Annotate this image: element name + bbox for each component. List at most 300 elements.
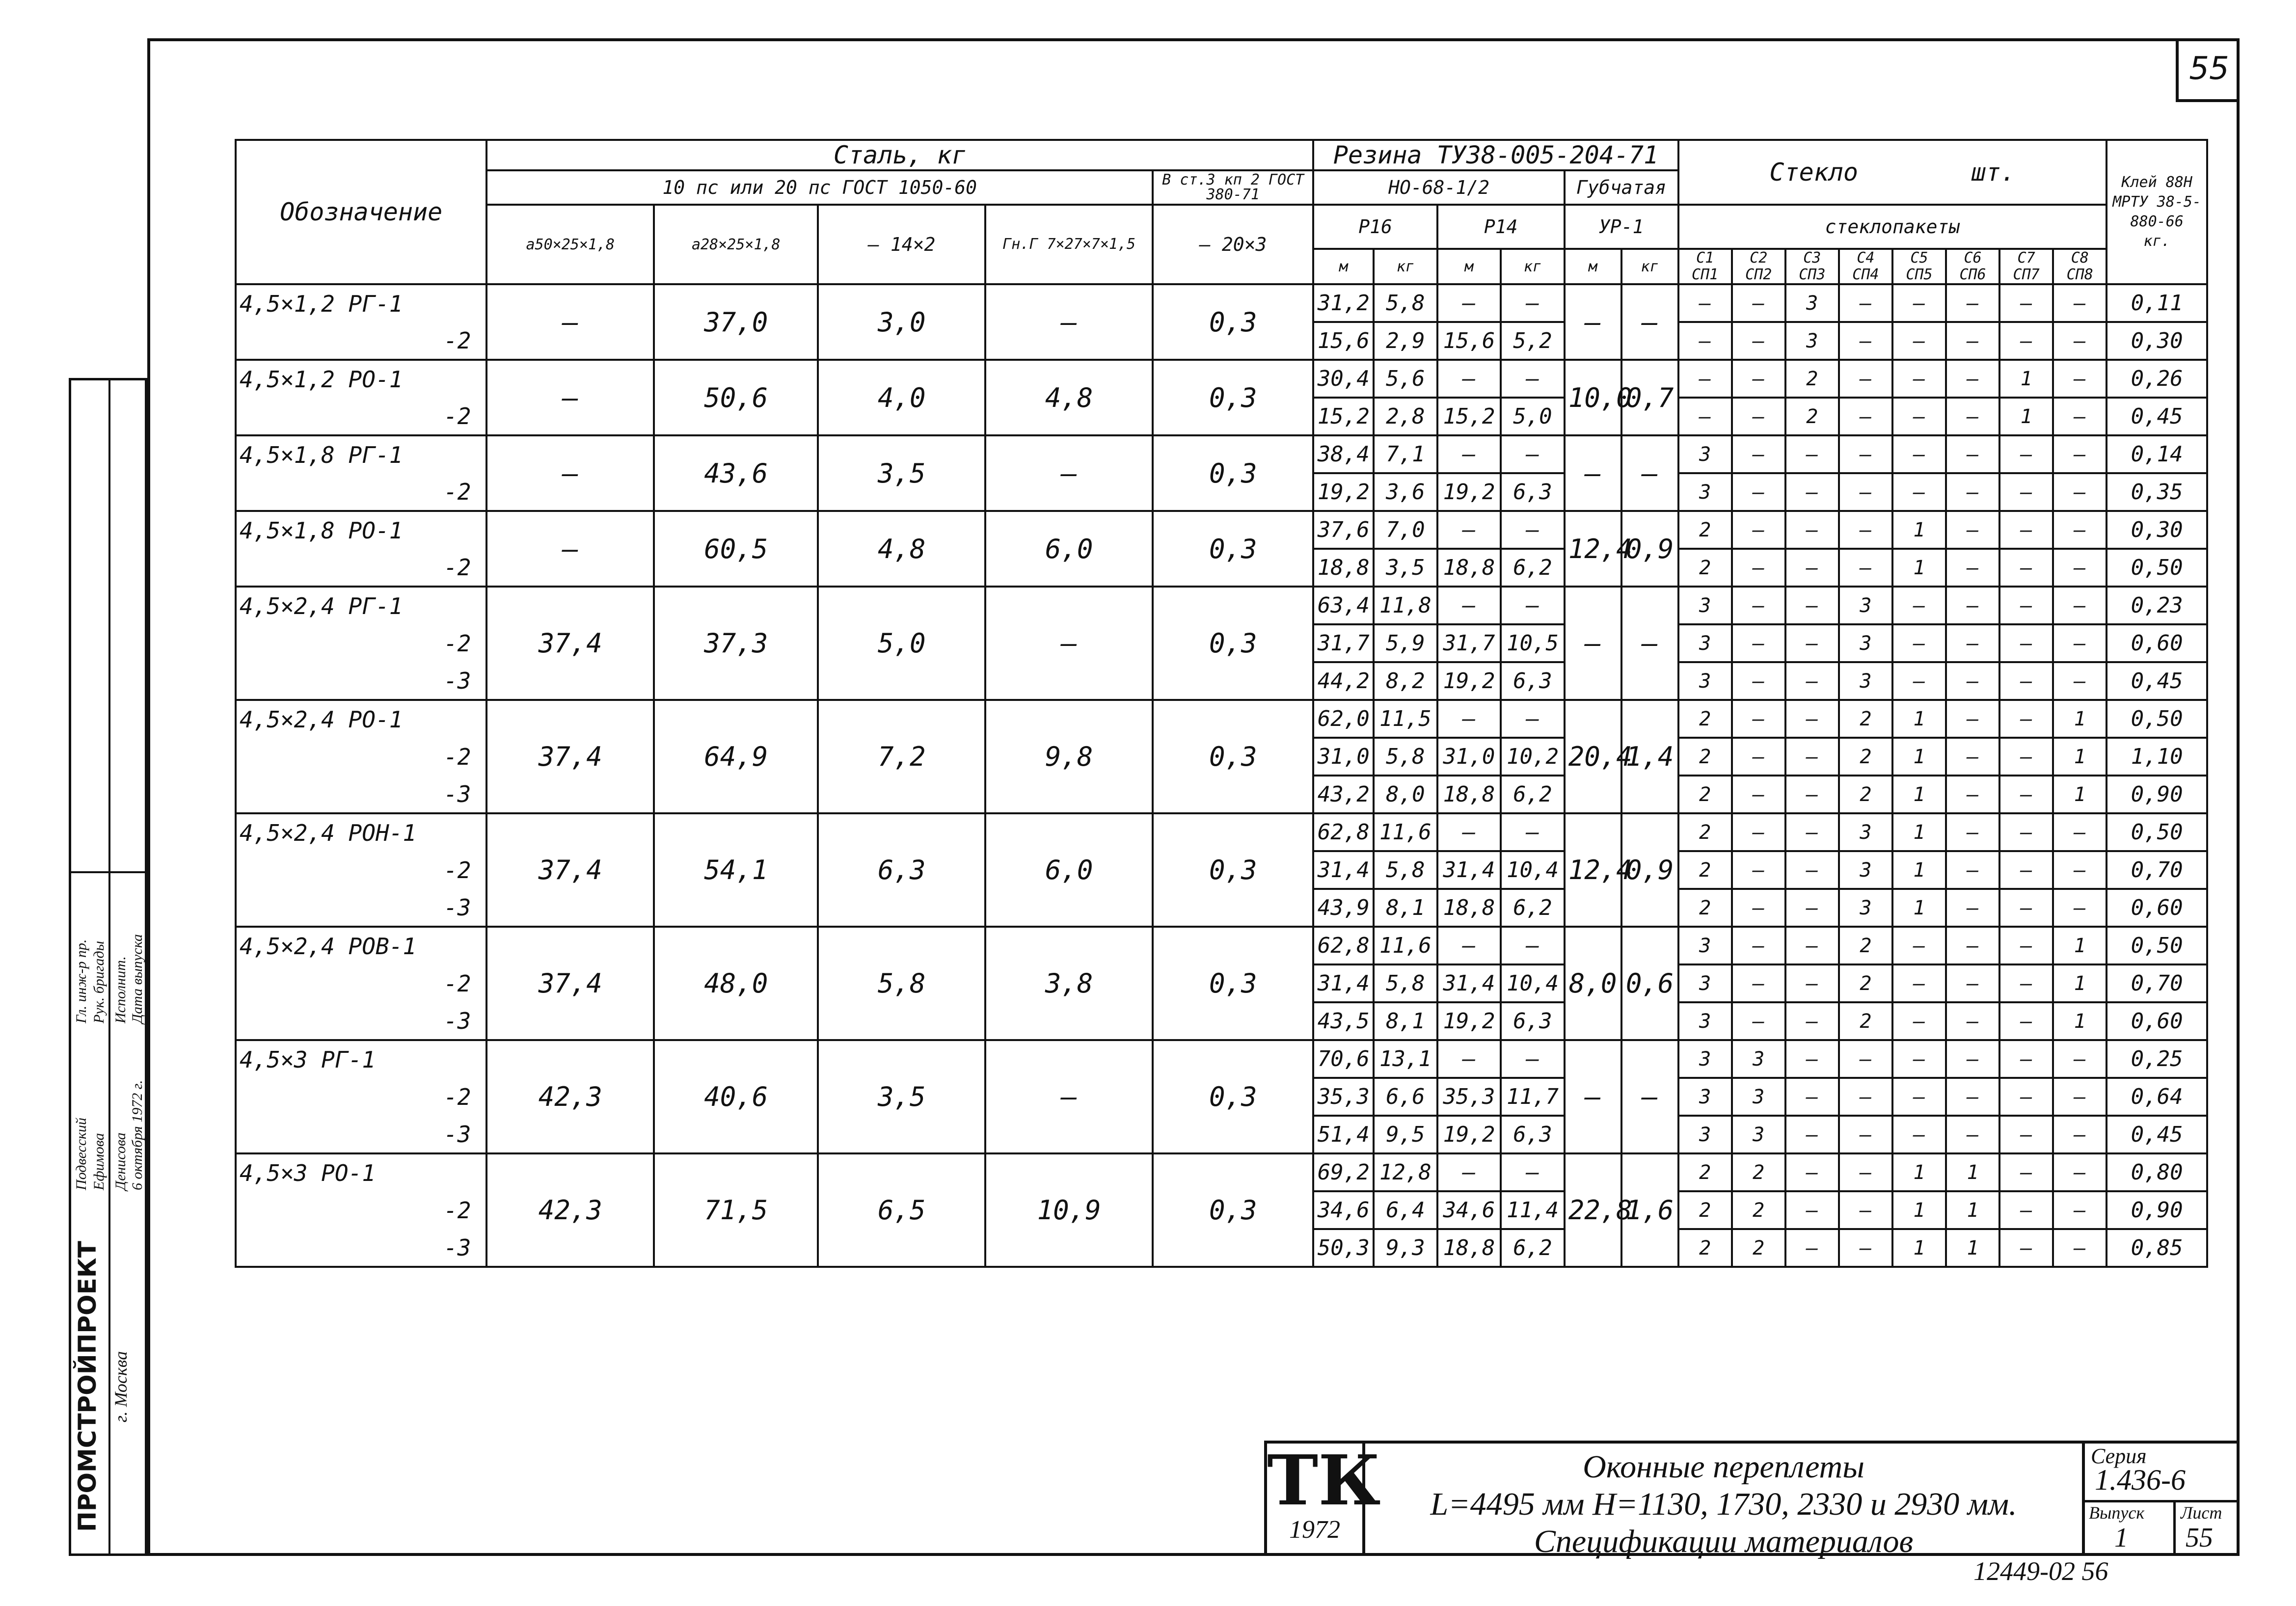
glass-qty-cell: — <box>1732 473 1785 511</box>
rubber-p14-kg-cell: 6,2 <box>1501 776 1565 813</box>
glass-qty-cell: — <box>1678 398 1732 435</box>
glass-qty-cell: — <box>1946 738 1999 776</box>
rubber-p16-kg-cell: 2,8 <box>1374 398 1437 435</box>
glass-qty-cell: — <box>1946 511 1999 549</box>
designation-cell: -3 <box>236 1002 486 1040</box>
steel-s5-cell: 0,3 <box>1153 1153 1313 1267</box>
glass-qty-cell: 1 <box>1892 549 1946 587</box>
glue-cell: 0,70 <box>2107 964 2207 1002</box>
glass-qty-cell: — <box>1839 398 1892 435</box>
glass-qty-cell: 3 <box>1839 889 1892 927</box>
rubber-p14-m-cell: 15,2 <box>1437 398 1501 435</box>
glass-qty-cell: — <box>1732 738 1785 776</box>
rubber-p14-kg-cell: — <box>1501 813 1565 851</box>
glass-col-3 <box>1785 249 1839 284</box>
glass-qty-cell: — <box>1999 889 2053 927</box>
glass-col-code2: СП5 <box>1906 266 1933 283</box>
rubber-p14-m-cell: — <box>1437 700 1501 738</box>
glass-qty-cell: 3 <box>1678 587 1732 624</box>
designation-cell: 4,5×3 РГ-1 <box>236 1040 486 1078</box>
glass-qty-cell: 2 <box>1839 964 1892 1002</box>
glass-qty-cell: 2 <box>1678 851 1732 889</box>
glass-qty-cell: — <box>1732 322 1785 360</box>
sheet-label: Лист <box>2181 1503 2222 1523</box>
steel-s2-cell: 37,3 <box>654 587 818 700</box>
glass-qty-cell: — <box>1892 1040 1946 1078</box>
designation-cell: -2 <box>236 964 486 1002</box>
stamp-role-1: Гл. инж-р пр. <box>73 939 89 1023</box>
rubber-p14-m-cell: — <box>1437 813 1501 851</box>
sponge-kg-cell: 0,7 <box>1621 360 1678 435</box>
rubber-p16-kg-cell: 6,6 <box>1374 1078 1437 1116</box>
glass-qty-cell: 2 <box>1678 776 1732 813</box>
glass-qty-cell: — <box>1946 662 1999 700</box>
sponge-m-cell: 20,4 <box>1565 700 1621 813</box>
glass-col-code2: СП4 <box>1852 266 1879 283</box>
glue-cell: 0,50 <box>2107 700 2207 738</box>
rubber-p16-kg-cell: 5,6 <box>1374 360 1437 398</box>
glass-qty-cell: — <box>1785 587 1839 624</box>
sponge-kg-cell: 0,6 <box>1621 927 1678 1040</box>
glass-qty-cell: 2 <box>1678 1153 1732 1191</box>
glass-qty-cell: — <box>2053 1040 2107 1078</box>
glass-qty-cell: — <box>2053 435 2107 473</box>
glass-qty-cell: — <box>1839 284 1892 322</box>
glass-qty-cell: 2 <box>1839 738 1892 776</box>
glass-qty-cell: 1 <box>1892 1229 1946 1267</box>
steel-s1-cell: — <box>486 511 654 587</box>
rubber-p14-m-cell: — <box>1437 360 1501 398</box>
glue-cell: 0,60 <box>2107 889 2207 927</box>
header-steel-gost2: В ст.3 кп 2 ГОСТ 380-71 <box>1153 170 1313 205</box>
glass-qty-cell: 1 <box>1892 738 1946 776</box>
glass-qty-cell: 3 <box>1678 435 1732 473</box>
sponge-kg-cell: — <box>1621 284 1678 360</box>
glue-cell: 0,35 <box>2107 473 2207 511</box>
glass-qty-cell: 3 <box>1678 662 1732 700</box>
rubber-p16-m-cell: 62,8 <box>1313 813 1374 851</box>
header-steel-gost: 10 пс или 20 пс ГОСТ 1050-60 <box>486 170 1153 205</box>
glass-qty-cell: — <box>1839 473 1892 511</box>
rubber-p14-m-cell: — <box>1437 587 1501 624</box>
glass-col-6 <box>1946 249 1999 284</box>
glue-cell: 0,70 <box>2107 851 2207 889</box>
steel-s3-cell: 5,8 <box>818 927 985 1040</box>
glass-qty-cell: — <box>1946 813 1999 851</box>
glass-qty-cell: — <box>1892 435 1946 473</box>
steel-s4-cell: 9,8 <box>985 700 1153 813</box>
glass-qty-cell: — <box>2053 398 2107 435</box>
header-rubber-p14: Р14 <box>1437 205 1565 249</box>
glass-qty-cell: — <box>1999 473 2053 511</box>
glass-qty-cell: — <box>1892 624 1946 662</box>
rubber-p16-m-cell: 31,4 <box>1313 964 1374 1002</box>
sponge-kg-cell: 0,9 <box>1621 813 1678 927</box>
glass-qty-cell: — <box>1892 398 1946 435</box>
designation-cell: -3 <box>236 1116 486 1153</box>
glass-qty-cell: 1 <box>2053 776 2107 813</box>
glue-cell: 0,11 <box>2107 284 2207 322</box>
steel-s3-cell: 5,0 <box>818 587 985 700</box>
glass-qty-cell: — <box>1839 511 1892 549</box>
rubber-p16-kg-cell: 2,9 <box>1374 322 1437 360</box>
glass-qty-cell: — <box>2053 1078 2107 1116</box>
rubber-p14-kg-cell: 5,2 <box>1501 322 1565 360</box>
rubber-p16-kg-cell: 7,0 <box>1374 511 1437 549</box>
glass-qty-cell: — <box>1785 927 1839 964</box>
table-row <box>236 360 2207 398</box>
header-glass <box>1678 140 2107 205</box>
table-row <box>236 284 2207 322</box>
sheet-number: 55 <box>2189 51 2229 87</box>
glass-qty-cell: — <box>2053 549 2107 587</box>
rubber-p16-kg-cell: 5,8 <box>1374 964 1437 1002</box>
steel-s3-cell: 3,5 <box>818 1040 985 1153</box>
glass-qty-cell: 3 <box>1839 851 1892 889</box>
rubber-p14-m-cell: 19,2 <box>1437 662 1501 700</box>
glass-qty-cell: 1 <box>1892 511 1946 549</box>
rubber-p16-m-cell: 31,0 <box>1313 738 1374 776</box>
glass-qty-cell: — <box>1839 322 1892 360</box>
rubber-p16-kg-cell: 11,5 <box>1374 700 1437 738</box>
glass-qty-cell: — <box>2053 1116 2107 1153</box>
glass-qty-cell: 1 <box>1946 1229 1999 1267</box>
rubber-p14-m-cell: — <box>1437 1040 1501 1078</box>
glass-qty-cell: — <box>1946 624 1999 662</box>
rubber-p14-m-cell: 18,8 <box>1437 549 1501 587</box>
rubber-p14-m-cell: 31,0 <box>1437 738 1501 776</box>
glass-qty-cell: — <box>1732 776 1785 813</box>
series-value: 1.436-6 <box>2095 1464 2186 1496</box>
glue-unit: кг. <box>2143 233 2170 250</box>
glass-qty-cell: 3 <box>1839 662 1892 700</box>
glass-col-8 <box>2053 249 2107 284</box>
glass-qty-cell: — <box>1999 284 2053 322</box>
sponge-m-cell: 22,8 <box>1565 1153 1621 1267</box>
steel-s1-cell: 37,4 <box>486 700 654 813</box>
glue-cell: 0,60 <box>2107 624 2207 662</box>
steel-s5-cell: 0,3 <box>1153 360 1313 435</box>
rubber-p14-m-cell: 18,8 <box>1437 1229 1501 1267</box>
footer-code: 12449-02 56 <box>1973 1556 2108 1586</box>
glass-qty-cell: 1 <box>2053 700 2107 738</box>
glass-qty-cell: 3 <box>1678 1002 1732 1040</box>
glue-cell: 1,10 <box>2107 738 2207 776</box>
header-rubber-p16: Р16 <box>1313 205 1437 249</box>
glass-qty-cell: — <box>1732 398 1785 435</box>
rubber-p16-m-cell: 18,8 <box>1313 549 1374 587</box>
steel-s1-cell: — <box>486 360 654 435</box>
glass-col-code: С5 <box>1910 249 1928 267</box>
glass-qty-cell: — <box>1999 927 2053 964</box>
issue-label: Выпуск <box>2089 1503 2145 1523</box>
glass-qty-cell: 1 <box>1999 398 2053 435</box>
rubber-p16-m-cell: 50,3 <box>1313 1229 1374 1267</box>
glass-qty-cell: — <box>1839 1229 1892 1267</box>
table-row <box>236 1040 2207 1078</box>
glass-qty-cell: — <box>1946 776 1999 813</box>
glass-qty-cell: — <box>1999 322 2053 360</box>
title-line-3: Спецификации материалов <box>1534 1524 1914 1559</box>
title-line-1: Оконные переплеты <box>1583 1449 1864 1485</box>
glass-qty-cell: — <box>2053 1191 2107 1229</box>
glass-qty-cell: — <box>1785 662 1839 700</box>
rubber-p14-kg-cell: — <box>1501 587 1565 624</box>
glass-qty-cell: 3 <box>1732 1040 1785 1078</box>
glass-qty-cell: — <box>1785 851 1839 889</box>
header-steel-c5: – 20×3 <box>1153 205 1313 284</box>
rubber-p16-m-cell: 43,9 <box>1313 889 1374 927</box>
glass-qty-cell: 2 <box>1839 776 1892 813</box>
glass-qty-cell: 2 <box>1732 1153 1785 1191</box>
sponge-m-cell: — <box>1565 435 1621 511</box>
designation-cell: -2 <box>236 624 486 662</box>
steel-s5-cell: 0,3 <box>1153 511 1313 587</box>
steel-s1-cell: 42,3 <box>486 1153 654 1267</box>
glass-qty-cell: — <box>1946 284 1999 322</box>
rubber-p16-m-cell: 15,6 <box>1313 322 1374 360</box>
rubber-p14-kg-cell: — <box>1501 284 1565 322</box>
glass-qty-cell: — <box>2053 1229 2107 1267</box>
rubber-p16-m-cell: 70,6 <box>1313 1040 1374 1078</box>
glass-qty-cell: — <box>1946 700 1999 738</box>
designation-cell: 4,5×1,2 РГ-1 <box>236 284 486 322</box>
glass-qty-cell: 2 <box>1678 1191 1732 1229</box>
header-steel-c3: – 14×2 <box>818 205 985 284</box>
steel-s1-cell: 42,3 <box>486 1040 654 1153</box>
rubber-p16-kg-cell: 11,6 <box>1374 927 1437 964</box>
glue-cell: 0,90 <box>2107 776 2207 813</box>
sponge-kg-cell: — <box>1621 435 1678 511</box>
glass-qty-cell: — <box>1946 1002 1999 1040</box>
glass-qty-cell: 2 <box>1678 511 1732 549</box>
glass-qty-cell: — <box>1678 360 1732 398</box>
glass-col-1 <box>1678 249 1732 284</box>
glass-col-code2: СП3 <box>1799 266 1826 283</box>
rubber-p14-kg-cell: 6,3 <box>1501 1116 1565 1153</box>
rubber-p16-m-cell: 31,4 <box>1313 851 1374 889</box>
designation-cell: 4,5×1,8 РО-1 <box>236 511 486 549</box>
rubber-p16-m-cell: 44,2 <box>1313 662 1374 700</box>
rubber-p14-m-cell: 35,3 <box>1437 1078 1501 1116</box>
glass-qty-cell: — <box>1999 587 2053 624</box>
rubber-p14-m-cell: 18,8 <box>1437 889 1501 927</box>
glass-qty-cell: 2 <box>1678 889 1732 927</box>
table-row <box>236 511 2207 549</box>
glass-qty-cell: 1 <box>1892 813 1946 851</box>
header-rubber: Резина ТУ38-005-204-71 <box>1313 140 1678 170</box>
sponge-kg-cell: 0,9 <box>1621 511 1678 587</box>
glass-qty-cell: — <box>1946 473 1999 511</box>
rubber-p16-m-cell: 34,6 <box>1313 1191 1374 1229</box>
glass-qty-cell: 1 <box>2053 1002 2107 1040</box>
glass-qty-cell: — <box>1732 813 1785 851</box>
glass-col-code2: СП1 <box>1692 266 1719 283</box>
glass-qty-cell: — <box>1839 1040 1892 1078</box>
rubber-p16-kg-cell: 9,5 <box>1374 1116 1437 1153</box>
unit-kg-p14: кг <box>1501 249 1565 284</box>
glass-col-code: С1 <box>1696 249 1714 267</box>
glass-qty-cell: — <box>2053 322 2107 360</box>
glass-qty-cell: — <box>1999 1040 2053 1078</box>
glue-cell: 0,23 <box>2107 587 2207 624</box>
glass-qty-cell: 2 <box>1785 398 1839 435</box>
header-steel: Сталь, кг <box>486 140 1313 170</box>
glass-col-code: С6 <box>1964 249 1982 267</box>
steel-s4-cell: — <box>985 435 1153 511</box>
glass-qty-cell: 3 <box>1678 473 1732 511</box>
table-row <box>236 435 2207 473</box>
rubber-p16-m-cell: 30,4 <box>1313 360 1374 398</box>
rubber-p14-m-cell: 19,2 <box>1437 1002 1501 1040</box>
sponge-m-cell: 12,4 <box>1565 813 1621 927</box>
glue-cell: 0,60 <box>2107 1002 2207 1040</box>
designation-cell: 4,5×3 РО-1 <box>236 1153 486 1191</box>
steel-s3-cell: 4,8 <box>818 511 985 587</box>
glue-cell: 0,90 <box>2107 1191 2207 1229</box>
sponge-m-cell: — <box>1565 587 1621 700</box>
sponge-kg-cell: — <box>1621 587 1678 700</box>
glass-col-7 <box>1999 249 2053 284</box>
rubber-p14-m-cell: 15,6 <box>1437 322 1501 360</box>
glue-cell: 0,45 <box>2107 662 2207 700</box>
rubber-p16-kg-cell: 3,6 <box>1374 473 1437 511</box>
glass-qty-cell: — <box>1785 1153 1839 1191</box>
glass-qty-cell: — <box>1946 1078 1999 1116</box>
glass-col-code: С4 <box>1857 249 1875 267</box>
glass-col-2 <box>1732 249 1785 284</box>
steel-s1-cell: 37,4 <box>486 587 654 700</box>
glass-qty-cell: — <box>1999 738 2053 776</box>
stamp-role-4: Дата выпуска <box>129 934 145 1023</box>
header-glass-sub: стеклопакеты <box>1678 205 2107 249</box>
glass-qty-cell: — <box>1839 1078 1892 1116</box>
designation-cell: -2 <box>236 398 486 435</box>
rubber-p14-m-cell: 18,8 <box>1437 776 1501 813</box>
designation-cell: -2 <box>236 549 486 587</box>
sheet-number-box <box>2176 38 2240 102</box>
glass-qty-cell: 1 <box>1999 360 2053 398</box>
glass-qty-cell: — <box>1999 1191 2053 1229</box>
table-row <box>236 587 2207 624</box>
steel-s2-cell: 54,1 <box>654 813 818 927</box>
steel-s5-cell: 0,3 <box>1153 1040 1313 1153</box>
series-label: Серия <box>2091 1444 2147 1468</box>
glue-cell: 0,45 <box>2107 398 2207 435</box>
glass-qty-cell: — <box>1946 1116 1999 1153</box>
glass-qty-cell: — <box>1732 927 1785 964</box>
glass-qty-cell: — <box>1732 889 1785 927</box>
rubber-p16-kg-cell: 3,5 <box>1374 549 1437 587</box>
rubber-p14-m-cell: — <box>1437 284 1501 322</box>
glass-qty-cell: — <box>1785 738 1839 776</box>
glass-qty-cell: — <box>1678 322 1732 360</box>
designation-cell: -2 <box>236 473 486 511</box>
glass-qty-cell: — <box>2053 1153 2107 1191</box>
steel-s1-cell: 37,4 <box>486 927 654 1040</box>
rubber-p14-kg-cell: 10,4 <box>1501 964 1565 1002</box>
steel-s3-cell: 6,3 <box>818 813 985 927</box>
title-year: 1972 <box>1289 1516 1340 1544</box>
steel-s2-cell: 37,0 <box>654 284 818 360</box>
designation-cell: -2 <box>236 322 486 360</box>
rubber-p14-m-cell: 34,6 <box>1437 1191 1501 1229</box>
glass-qty-cell: — <box>1839 1191 1892 1229</box>
rubber-p14-m-cell: — <box>1437 927 1501 964</box>
glass-col-code: С3 <box>1803 249 1821 267</box>
glass-qty-cell: — <box>2053 851 2107 889</box>
rubber-p14-kg-cell: 6,3 <box>1501 662 1565 700</box>
rubber-p14-kg-cell: 10,4 <box>1501 851 1565 889</box>
header-glue <box>2107 140 2207 284</box>
stamp-name-1: Подвесский <box>73 1117 89 1190</box>
rubber-p14-kg-cell: — <box>1501 435 1565 473</box>
header-sponge: Губчатая <box>1565 170 1678 205</box>
steel-s1-cell: 37,4 <box>486 813 654 927</box>
designation-cell: 4,5×1,2 РО-1 <box>236 360 486 398</box>
glass-qty-cell: — <box>1892 322 1946 360</box>
rubber-p14-kg-cell: 11,7 <box>1501 1078 1565 1116</box>
glass-qty-cell: — <box>1732 662 1785 700</box>
glass-qty-cell: — <box>1946 435 1999 473</box>
glass-qty-cell: 1 <box>1892 700 1946 738</box>
glass-qty-cell: — <box>1946 927 1999 964</box>
rubber-p14-m-cell: 31,4 <box>1437 851 1501 889</box>
steel-s5-cell: 0,3 <box>1153 700 1313 813</box>
rubber-p16-kg-cell: 5,8 <box>1374 284 1437 322</box>
glass-qty-cell: — <box>1785 624 1839 662</box>
glass-qty-cell: 3 <box>1732 1078 1785 1116</box>
designation-cell: 4,5×2,4 РО-1 <box>236 700 486 738</box>
rubber-p14-kg-cell: — <box>1501 1153 1565 1191</box>
steel-s3-cell: 6,5 <box>818 1153 985 1267</box>
rubber-p14-kg-cell: 11,4 <box>1501 1191 1565 1229</box>
rubber-p16-m-cell: 35,3 <box>1313 1078 1374 1116</box>
rubber-p16-kg-cell: 8,1 <box>1374 1002 1437 1040</box>
designation-cell: -2 <box>236 1078 486 1116</box>
steel-s3-cell: 3,5 <box>818 435 985 511</box>
steel-s4-cell: 4,8 <box>985 360 1153 435</box>
glass-qty-cell: — <box>1999 662 2053 700</box>
glass-qty-cell: — <box>1785 1116 1839 1153</box>
designation-cell: -3 <box>236 776 486 813</box>
stamp-name-2: Ефимова <box>91 1133 107 1190</box>
header-rubber-no: НО-68-1/2 <box>1313 170 1564 205</box>
designation-cell: -3 <box>236 662 486 700</box>
rubber-p14-m-cell: 19,2 <box>1437 473 1501 511</box>
header-steel-c1: a50×25×1,8 <box>486 205 654 284</box>
glass-qty-cell: 1 <box>2053 964 2107 1002</box>
rubber-p14-m-cell: 31,7 <box>1437 624 1501 662</box>
glass-qty-cell: 1 <box>1892 776 1946 813</box>
glass-qty-cell: 3 <box>1839 624 1892 662</box>
glue-cell: 0,50 <box>2107 813 2207 851</box>
steel-s2-cell: 43,6 <box>654 435 818 511</box>
glass-qty-cell: 2 <box>1678 549 1732 587</box>
glue-label: Клей 88Н МРТУ 38-5-880-66 <box>2112 174 2201 230</box>
glass-qty-cell: 2 <box>1732 1191 1785 1229</box>
glass-qty-cell: — <box>1892 1002 1946 1040</box>
glass-qty-cell: — <box>1785 435 1839 473</box>
glass-qty-cell: — <box>1892 1116 1946 1153</box>
glass-qty-cell: — <box>1732 700 1785 738</box>
glass-qty-cell: — <box>1785 700 1839 738</box>
stamp-name-4: 6 октября 1972 г. <box>129 1080 145 1190</box>
glass-col-code2: СП7 <box>2013 266 2040 283</box>
glass-col-code: С7 <box>2017 249 2035 267</box>
glass-qty-cell: 2 <box>1678 700 1732 738</box>
glass-qty-cell: — <box>1999 851 2053 889</box>
